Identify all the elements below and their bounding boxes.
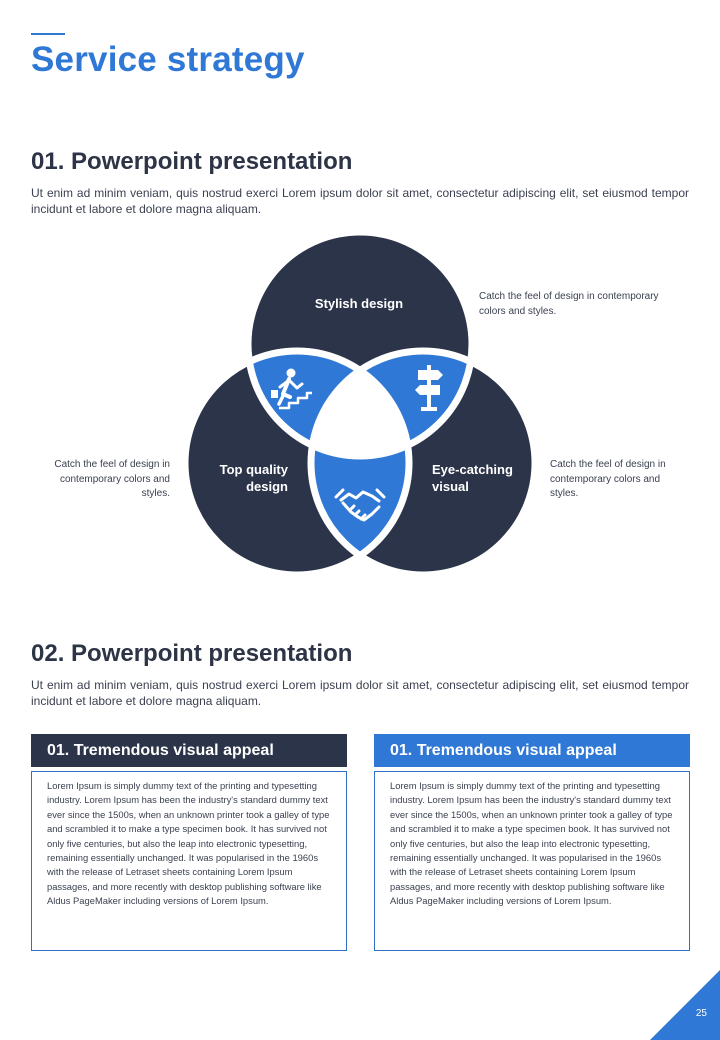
note-stylish-design: Catch the feel of design in contemporary colors and styles. [479,291,659,317]
page-number: 25 [695,1008,707,1019]
label-eye-catching-visual: Eye-catching visual [432,462,513,494]
page-title: Service strategy [31,40,305,79]
section-1-heading: 01. Powerpoint presentation [31,148,353,175]
section-1-body: Ut enim ad minim veniam, quis nostrud exerci Lorem ipsum dolor sit amet, consectetur adipiscing elit, set eiusmod tempor incidunt et labore et dolore magna aliquam. [31,186,689,216]
title-accent-rule [31,33,65,35]
card-1-header: 01. Tremendous visual appeal [31,734,347,767]
corner-triangle [650,970,720,1040]
note-eye-catching-visual: Catch the feel of design in contemporary colors and styles. [550,459,666,499]
card-2-header: 01. Tremendous visual appeal [374,734,690,767]
section-2-body: Ut enim ad minim veniam, quis nostrud exerci Lorem ipsum dolor sit amet, consectetur adipiscing elit, set eiusmod tempor incidunt et labore et dolore magna aliquam. [31,678,689,708]
venn-diagram [0,232,720,592]
label-stylish-design: Stylish design [314,296,404,311]
card-2-body: Lorem Ipsum is simply dummy text of the printing and typesetting industry. Lorem Ipsum has been the industry's standard dummy text ever since the 1500s, when an unknown printer took a galley of type and scrambled it to make a type specimen book. It has survived not only five centuries, but also the leap into electronic typesetting, remaining essentially unchanged. It was popularised in the 1960s with the release of Letraset sheets containing Lorem Ipsum passages, and more recently with desktop publishing software like Aldus PageMaker including versions of Lorem Ipsum. [374,771,690,951]
venn-graphic [0,232,720,592]
card-1-body: Lorem Ipsum is simply dummy text of the printing and typesetting industry. Lorem Ipsum has been the industry's standard dummy text ever since the 1500s, when an unknown printer took a galley of type and scrambled it to make a type specimen book. It has survived not only five centuries, but also the leap into electronic typesetting, remaining essentially unchanged. It was popularised in the 1960s with the release of Letraset sheets containing Lorem Ipsum passages, and more recently with desktop publishing software like Aldus PageMaker including versions of Lorem Ipsum. [31,771,347,951]
label-top-quality-design: Top quality design [219,462,288,494]
section-2-heading: 02. Powerpoint presentation [31,640,353,667]
note-top-quality-design: Catch the feel of design in contemporary colors and styles. [54,459,170,499]
